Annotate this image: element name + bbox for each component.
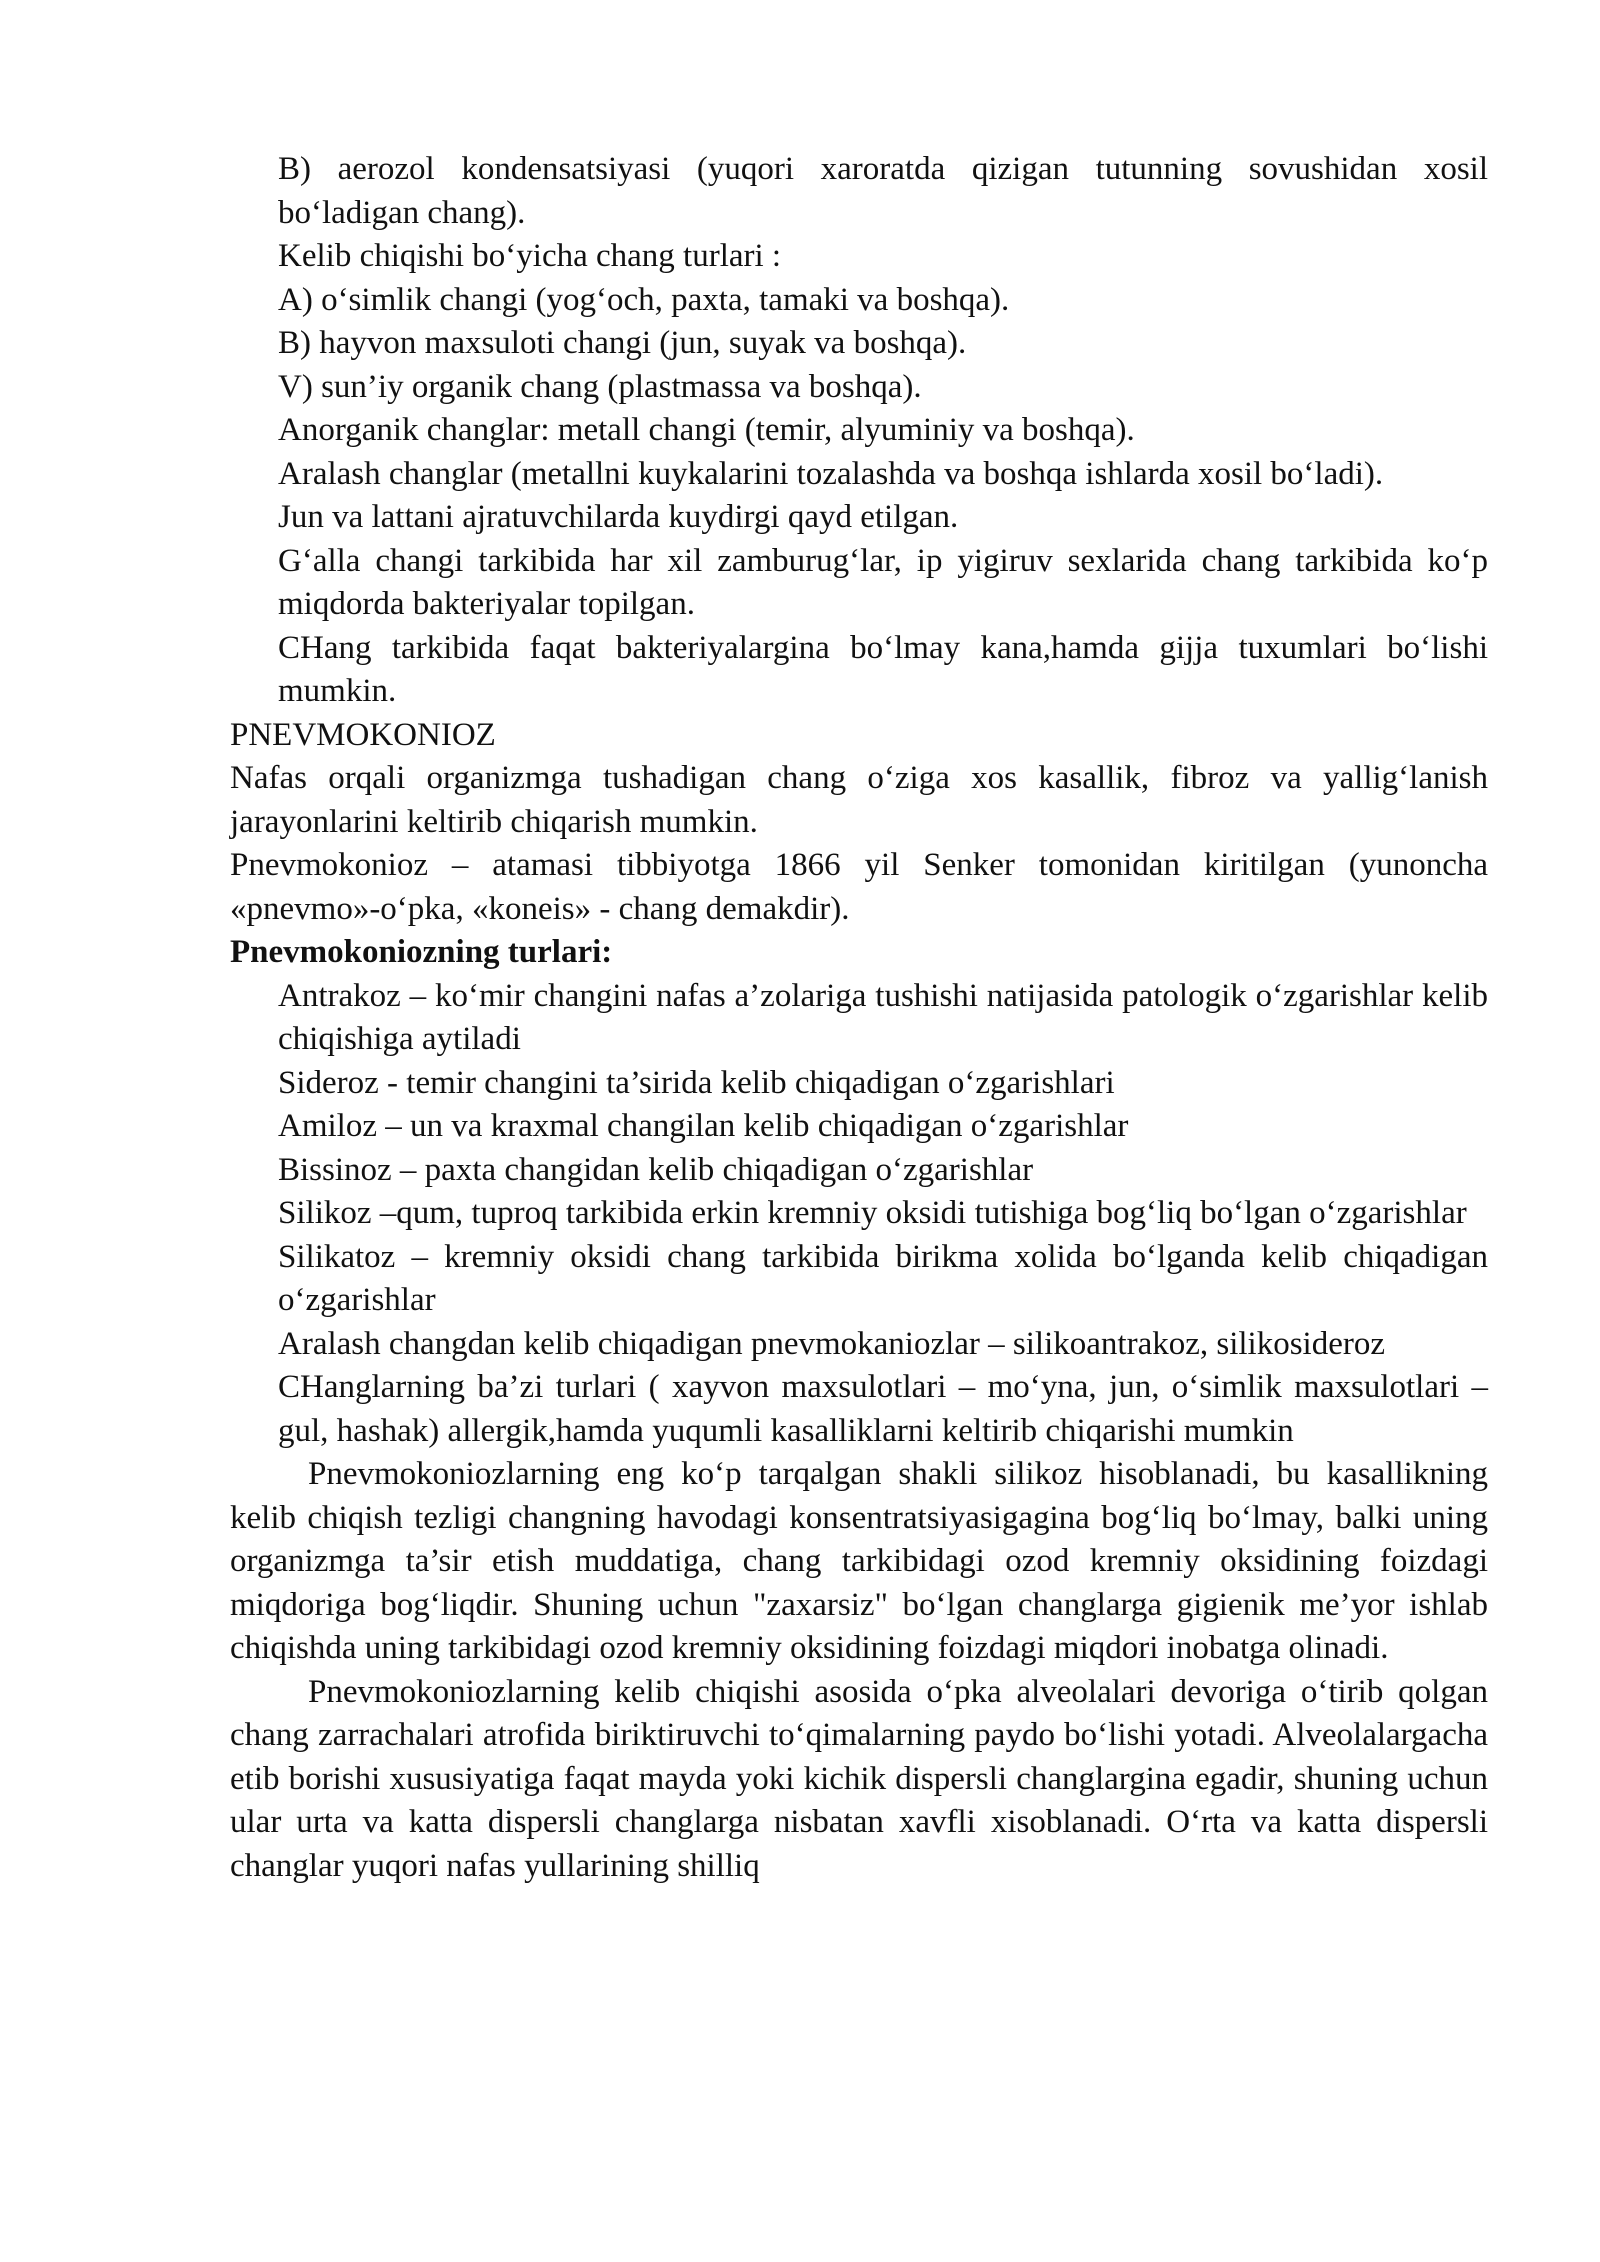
list-item: G‘alla changi tarkibida har xil zamburug‘lar, ip yigiruv sexlarida chang tarkibida ko‘p miqdorda bakteriyalar topilgan.: [278, 542, 1488, 622]
intro-paragraph: Pnevmokonioz – atamasi tibbiyotga 1866 yil Senker tomonidan kiritilgan (yunoncha «pnevmo»-o‘pka, «koneis» - chang demakdir).: [230, 847, 1488, 927]
body-paragraph: Pnevmokoniozlarning kelib chiqishi asosida o‘pka alveolalari devoriga o‘tirib qolgan chang zarrachalari atrofida biriktiruvchi to‘qimalarning paydo bo‘lishi yotadi. Alveolalargacha etib borishi xususiyatiga faqat mayda yoki kichik dispersli changlargina egadir, shuning uchun ular urta va katta dispersli changlarga nisbatan xavfli xisoblanadi. O‘rta va katta dispersli changlar yuqori nafas yullarining shilliq: [230, 1673, 1488, 1884]
section-heading: PNEVMOKONIOZ: [230, 716, 496, 753]
list-item: Sideroz - temir changini ta’sirida kelib chiqadigan o‘zgarishlari: [278, 1064, 1115, 1101]
types-heading: Pnevmokoniozning turlari:: [230, 934, 613, 970]
list-item: Kelib chiqishi bo‘yicha chang turlari :: [278, 238, 782, 274]
list-item: CHanglarning ba’zi turlari ( xayvon maxsulotlari – mo‘yna, jun, o‘simlik maxsulotlari – gul, hashak) allergik,hamda yuqumli kasalliklarni keltirib chiqarishi mumkin: [278, 1369, 1488, 1449]
list-item: Anorganik changlar: metall changi (temir, alyuminiy va boshqa).: [278, 412, 1135, 448]
list-item: CHang tarkibida faqat bakteriyalargina bo‘lmay kana,hamda gijja tuxumlari bo‘lishi mumkin.: [278, 629, 1488, 709]
list-item: Amiloz – un va kraxmal changilan kelib chiqadigan o‘zgarishlar: [278, 1108, 1129, 1144]
intro-paragraph: Nafas orqali organizmga tushadigan chang o‘ziga xos kasallik, fibroz va yallig‘lanish jarayonlarini keltirib chiqarish mumkin.: [230, 760, 1488, 840]
list-item: Jun va lattani ajratuvchilarda kuydirgi qayd etilgan.: [278, 499, 959, 535]
list-item: Aralash changdan kelib chiqadigan pnevmokaniozlar – silikoantrakoz, silikosideroz: [278, 1325, 1385, 1362]
pneumoconiosis-types-list: [230, 975, 1488, 1454]
list-item: Silikoz –qum, tuproq tarkibida erkin kremniy oksidi tutishiga bog‘liq bo‘lgan o‘zgarishlar: [278, 1195, 1467, 1231]
list-item: A) o‘simlik changi (yog‘och, paxta, tamaki va boshqa).: [278, 281, 1010, 318]
document-page: [230, 148, 1488, 1888]
dust-origin-list: [230, 148, 1488, 714]
list-item: V) sun’iy organik chang (plastmassa va boshqa).: [278, 368, 922, 405]
list-item: B) aerozol kondensatsiyasi (yuqori xaroratda qizigan tutunning sovushidan xosil bo‘ladigan chang).: [278, 151, 1488, 231]
body-paragraph: Pnevmokoniozlarning eng ko‘p tarqalgan shakli silikoz hisoblanadi, bu kasallikning kelib chiqish tezligi changning havodagi konsentratsiyasigagina bog‘liq bo‘lmay, balki uning organizmga ta’sir etish muddatiga, chang tarkibidagi ozod kremniy oksidining foizdagi miqdoriga bog‘liqdir. Shuning uchun "zaxarsiz" bo‘lgan changlarga gigienik me’yor ishlab chiqishda uning tarkibidagi ozod kremniy oksidining foizdagi miqdori inobatga olinadi.: [230, 1456, 1488, 1666]
list-item: B) hayvon maxsuloti changi (jun, suyak va boshqa).: [278, 325, 967, 361]
list-item: Silikatoz – kremniy oksidi chang tarkibida birikma xolida bo‘lganda kelib chiqadigan o‘zgarishlar: [278, 1238, 1488, 1318]
list-item: Bissinoz – paxta changidan kelib chiqadigan o‘zgarishlar: [278, 1151, 1034, 1188]
list-item: Antrakoz – ko‘mir changini nafas a’zolariga tushishi natijasida patologik o‘zgarishlar kelib chiqishiga aytiladi: [278, 977, 1488, 1057]
list-item: Aralash changlar (metallni kuykalarini tozalashda va boshqa ishlarda xosil bo‘ladi).: [278, 455, 1384, 492]
